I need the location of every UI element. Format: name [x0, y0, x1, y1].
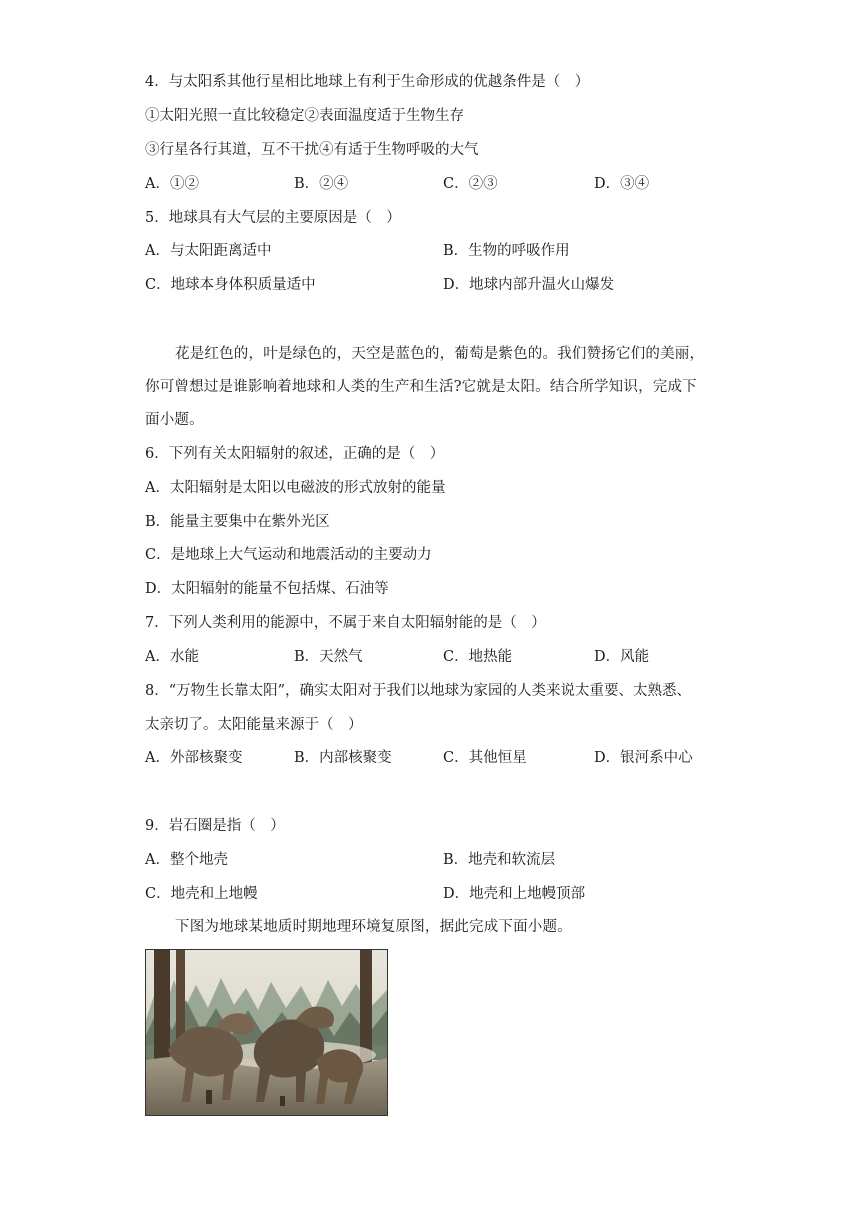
- figure-intro: 下图为地球某地质时期地理环境复原图，据此完成下面小题。: [175, 919, 572, 935]
- passage-line3: 面小题。: [145, 412, 204, 428]
- q4-option-c[interactable]: C．②③: [443, 176, 498, 192]
- q5-stem: 5．地球具有大气层的主要原因是（ ）: [145, 210, 401, 226]
- q8-option-a[interactable]: A．外部核聚变: [145, 750, 243, 766]
- q4-option-b[interactable]: B．②④: [294, 176, 349, 192]
- q9-option-d[interactable]: D．地壳和上地幔顶部: [443, 886, 586, 902]
- q5-option-b[interactable]: B．生物的呼吸作用: [443, 243, 570, 259]
- q9-option-b[interactable]: B．地壳和软流层: [443, 852, 556, 868]
- passage-line1: 花是红色的，叶是绿色的，天空是蓝色的，葡萄是紫色的。我们赞扬它们的美丽，: [175, 346, 705, 362]
- q6-stem: 6．下列有关太阳辐射的叙述，正确的是（ ）: [145, 446, 445, 462]
- q8-stem-line2: 太亲切了。太阳能量来源于（ ）: [145, 717, 363, 733]
- q5-option-d[interactable]: D．地球内部升温火山爆发: [443, 277, 615, 293]
- q8-stem-line1: 8．“万物生长靠太阳”，确实太阳对于我们以地球为家园的人类来说太重要、太熟悉、: [145, 683, 692, 699]
- q4-stem: 4．与太阳系其他行星相比地球上有利于生命形成的优越条件是（ ）: [145, 74, 590, 90]
- q5-option-a[interactable]: A．与太阳距离适中: [145, 243, 272, 259]
- q8-option-b[interactable]: B．内部核聚变: [294, 750, 392, 766]
- q4-statement-line1: ①太阳光照一直比较稳定②表面温度适于生物生存: [145, 108, 464, 124]
- passage-line2: 你可曾想过是谁影响着地球和人类的生产和生活?它就是太阳。结合所学知识，完成下: [145, 379, 697, 395]
- q6-option-b[interactable]: B．能量主要集中在紫外光区: [145, 514, 330, 530]
- q4-option-a[interactable]: A．①②: [145, 176, 199, 192]
- q7-option-d[interactable]: D．风能: [594, 649, 650, 665]
- dinosaur-scene-illustration: [146, 950, 387, 1115]
- q7-option-a[interactable]: A．水能: [145, 649, 199, 665]
- q7-stem: 7．下列人类利用的能源中，不属于来自太阳辐射能的是（ ）: [145, 615, 546, 631]
- q6-option-a[interactable]: A．太阳辐射是太阳以电磁波的形式放射的能量: [145, 480, 446, 496]
- q4-option-d[interactable]: D．③④: [594, 176, 650, 192]
- q6-option-d[interactable]: D．太阳辐射的能量不包括煤、石油等: [145, 581, 389, 597]
- q4-statement-line2: ③行星各行其道，互不干扰④有适于生物呼吸的大气: [145, 142, 479, 158]
- q6-option-c[interactable]: C．是地球上大气运动和地震活动的主要动力: [145, 547, 432, 563]
- q9-option-c[interactable]: C．地壳和上地幔: [145, 886, 258, 902]
- q9-stem: 9．岩石圈是指（ ）: [145, 818, 285, 834]
- paleo-environment-figure: [145, 949, 388, 1116]
- q9-option-a[interactable]: A．整个地壳: [145, 852, 228, 868]
- q7-option-b[interactable]: B．天然气: [294, 649, 363, 665]
- q8-option-c[interactable]: C．其他恒星: [443, 750, 527, 766]
- q5-option-c[interactable]: C．地球本身体积质量适中: [145, 277, 316, 293]
- q8-option-d[interactable]: D．银河系中心: [594, 750, 693, 766]
- q7-option-c[interactable]: C．地热能: [443, 649, 513, 665]
